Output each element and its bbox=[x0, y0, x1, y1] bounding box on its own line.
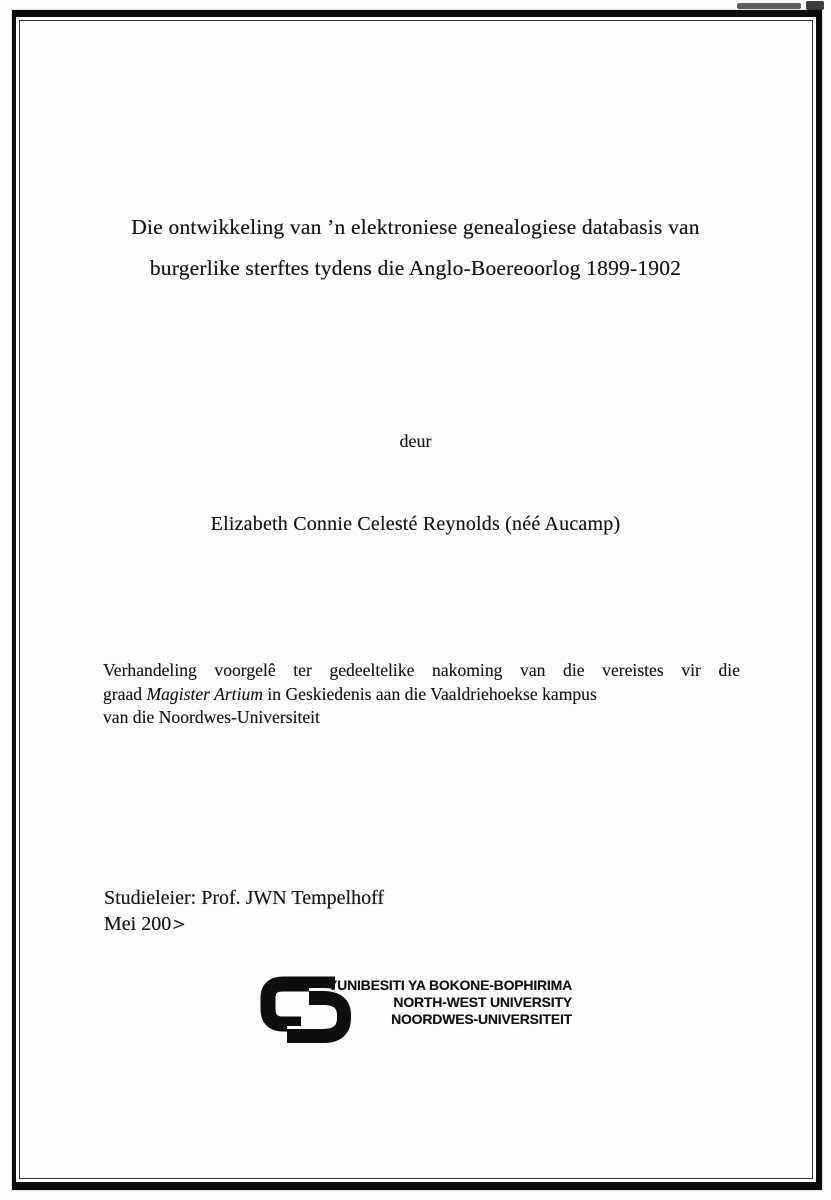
thesis-title bbox=[0, 207, 831, 289]
university-name-setswana: YUNIBESITI YA BOKONE-BOPHIRIMA bbox=[328, 977, 572, 993]
thesis-title-line2: burgerlike sterftes tydens die Anglo-Boereoorlog 1899-1902 bbox=[149, 256, 682, 280]
supervisor-and-date bbox=[104, 885, 384, 937]
submission-line1: Verhandeling voorgelê ter gedeeltelike nakoming van die vereistes vir die bbox=[103, 660, 740, 680]
university-name-english: NORTH-WEST UNIVERSITY bbox=[393, 994, 572, 1010]
date-glyph: > bbox=[171, 914, 187, 936]
submission-statement bbox=[103, 659, 740, 730]
submission-line2-pre: graad bbox=[103, 683, 147, 704]
university-name-afrikaans: NOORDWES-UNIVERSITEIT bbox=[391, 1011, 572, 1027]
author-name: Elizabeth Connie Celesté Reynolds (néé Aucamp) bbox=[210, 513, 621, 535]
submission-line3: van die Noordwes-Universiteit bbox=[103, 707, 320, 727]
supervisor-line: Studieleier: Prof. JWN Tempelhoff bbox=[104, 887, 385, 909]
scan-smudge bbox=[806, 1, 824, 10]
date-text: Mei 200 bbox=[104, 913, 172, 935]
thesis-title-line1: Die ontwikkeling van ’n elektroniese genealogiese databasis van bbox=[131, 215, 700, 239]
byline-deur: deur bbox=[399, 431, 432, 451]
submission-line2 bbox=[103, 683, 740, 707]
submission-line2-post: in Geskiedenis aan die Vaaldriehoekse kampus bbox=[262, 683, 597, 704]
degree-name-italic: Magister Artium bbox=[146, 683, 263, 704]
date-line bbox=[104, 911, 384, 937]
scan-smudge bbox=[737, 3, 801, 9]
university-name-block bbox=[328, 977, 572, 1028]
